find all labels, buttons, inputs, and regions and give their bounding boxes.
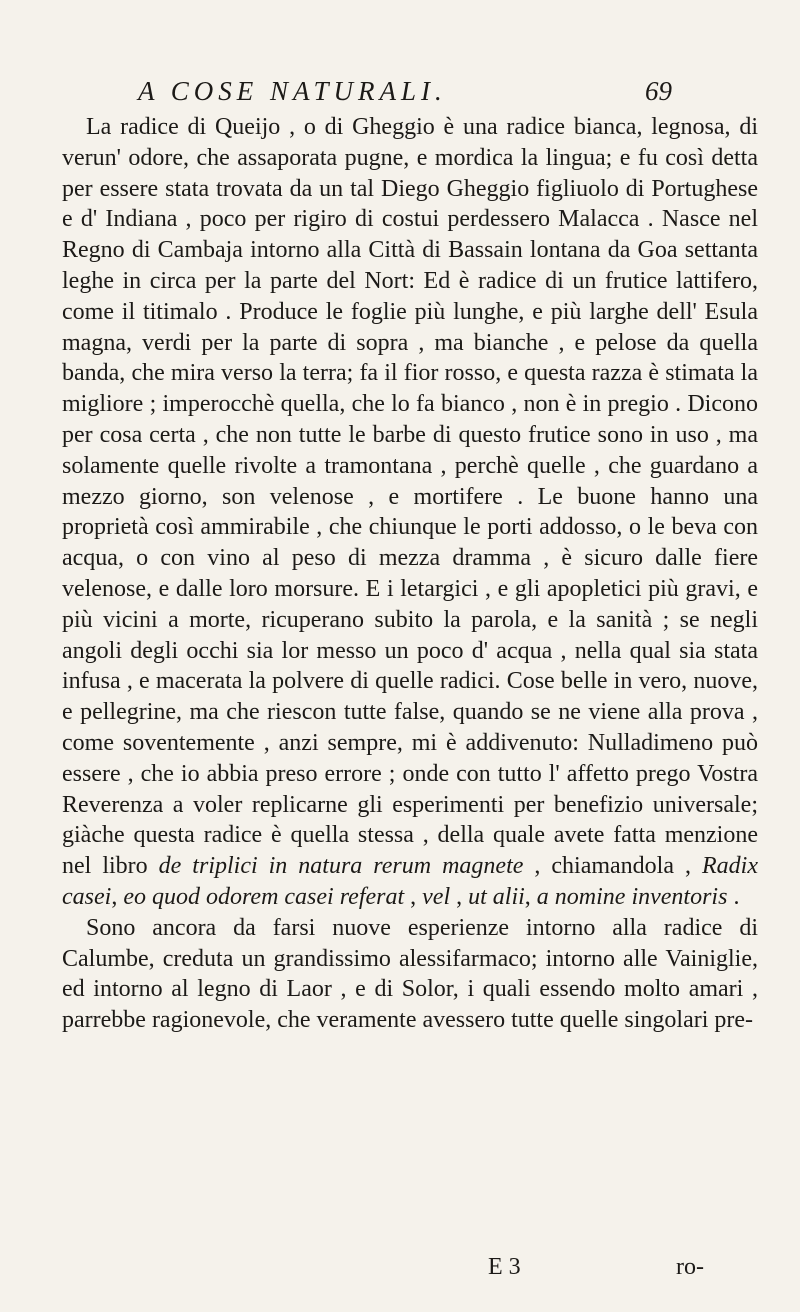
catchword: ro- (676, 1254, 704, 1280)
text-segment: La radice di Queijo , o di Gheggio è una radice bianca, legnosa, di verun' odore, che assaporata pugne, e mordica la lingua; e fu così detta per essere stata trovata da un tal Diego Gheggio figliuolo di Portughese e d' Indiana , poco per rigiro di costui perdessero Malacca . Nasce nel Regno di Cambaja intorno alla Città di Bassain lontana da Goa settanta leghe in circa per la parte del Nort: Ed è radice di un frutice lattifero, come il titimalo . Produce le foglie più lunghe, e più larghe dell' Esula magna, verdi per la parte di sopra , ma bianche , e pelose da quella banda, che mira verso la terra; fa il fior rosso, e questa razza è stimata la migliore ; imperocchè quella, che lo fa bianco , non è in pregio . Dicono per cosa certa , che non tutte le barbe di questo frutice sono in uso , ma solamente quelle rivolte a tramontana , perchè quelle , che guardano a mezzo giorno, son velenose , e mortifere . Le buone hanno una proprietà così ammirabile , che chiunque le porti addosso, o le beva con acqua, o con vino al peso di mezza dramma , è sicuro dalle fiere velenose, e dalle loro morsure. E i letargici , e gli apopletici più gravi, e più vicini a morte, ricuperano subito la parola, e la sanità ; se negli angoli degli occhi sia lor messo un poco d' acqua , nella qual sia stata infusa , e macerata la polvere di quelle radici. Cose belle in vero, nuove, e pellegrine, ma che riescon tutte false, quando se ne viene alla prova , come soventemente , anzi sempre, mi è addivenuto: Nulladimeno può essere , che io abbia preso errore ; onde con tutto l' affetto prego Vostra Reverenza a voler replicarne gli esperimenti per benefizio universale; giàche questa radice è quella stessa , della quale avete fatta menzione nel libro (62, 114, 758, 880)
text-segment: . (727, 883, 740, 910)
text-segment: , (404, 883, 423, 910)
running-head (110, 76, 690, 106)
latin-name-italic: Radix casei (62, 853, 758, 910)
signature-mark: E 3 (488, 1254, 521, 1280)
paragraph-calumbe-root: Sono ancora da farsi nuove esperienze intorno alla radice di Calumbe, creduta un grandissimo alessifarmaco; intorno alle Vainiglie, ed intorno al legno di Laor , e di Solor, i quali essendo molto amari , parrebbe ragionevole, che veramente avessero tutte quelle singolari pre- (62, 914, 758, 1034)
paragraph-queijo-root (62, 112, 758, 913)
text-segment: , (524, 883, 537, 910)
latin-phrase-italic: vel (422, 883, 451, 910)
page-footer (0, 1254, 800, 1288)
book-title-italic: de triplici in natura rerum magnete (158, 853, 524, 880)
main-text (62, 112, 758, 1036)
latin-phrase-italic: a nomine inventoris (536, 883, 728, 910)
text-segment: , (450, 883, 469, 910)
page-number: 69 (645, 76, 672, 106)
latin-phrase-italic: eo quod odorem casei referat (123, 883, 405, 910)
text-segment: , (111, 883, 124, 910)
running-title: A COSE NATURALI. (138, 76, 447, 106)
text-segment: , chiamandola , (523, 853, 702, 880)
latin-phrase-italic: ut alii (468, 883, 525, 910)
